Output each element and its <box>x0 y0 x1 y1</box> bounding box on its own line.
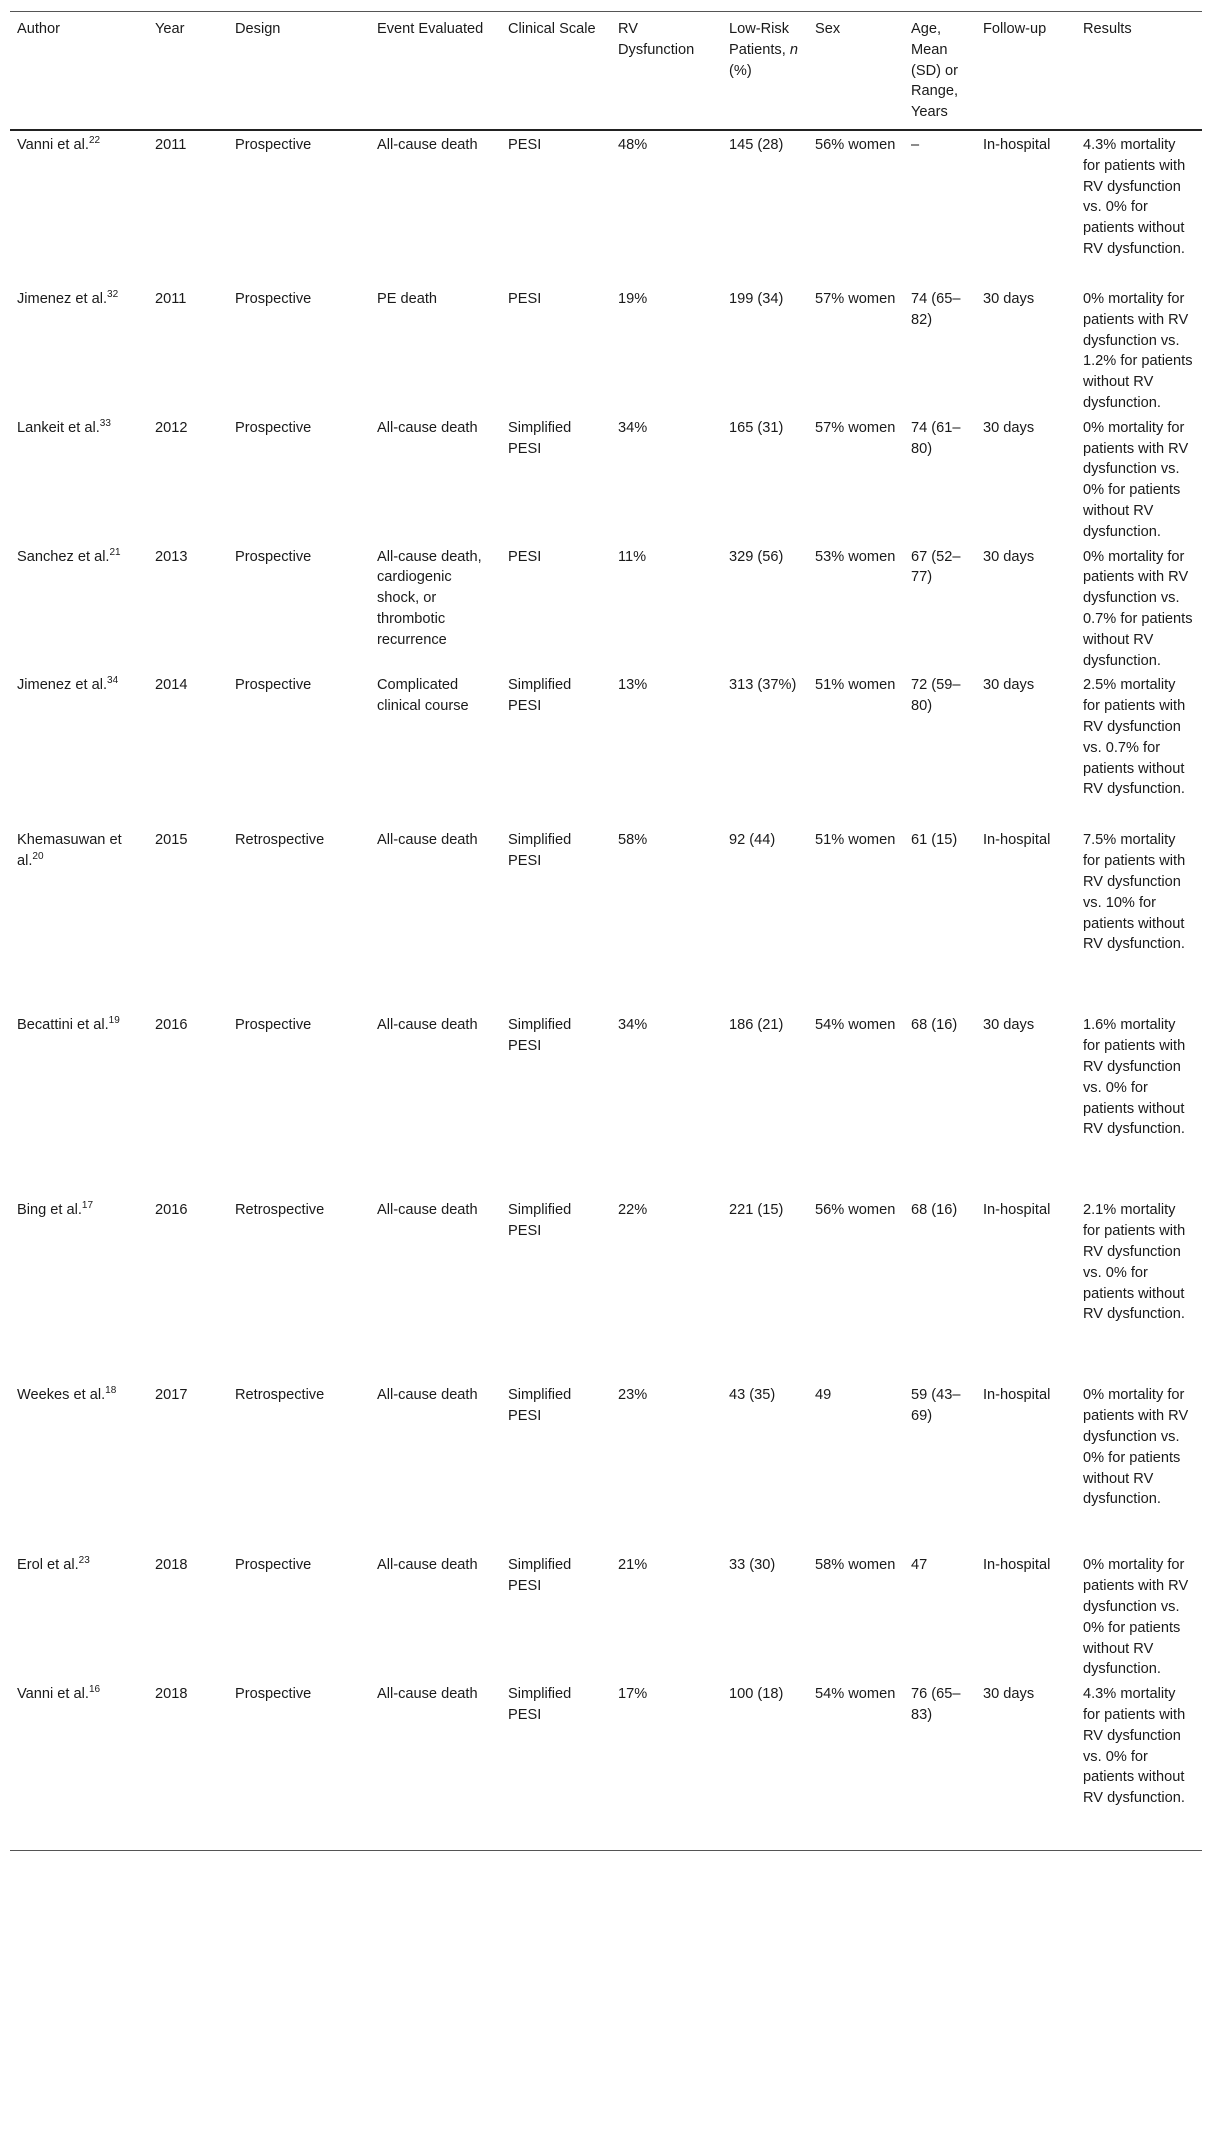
header-low-risk-patients <box>722 12 808 130</box>
cell-clinical-scale: Simplified PESI <box>508 677 572 715</box>
cell-sex: 58% women <box>815 1557 896 1574</box>
cell-author <box>10 285 148 414</box>
cell-follow-up: In-hospital <box>983 1387 1051 1404</box>
cell-results: 4.3% mortality for patients with RV dysfunction vs. 0% for patients without RV dysfunction. <box>1076 1680 1202 1850</box>
cell-design: Prospective <box>235 1017 312 1034</box>
cell-results: 0% mortality for patients with RV dysfunction vs. 1.2% for patients without RV dysfunction. <box>1083 290 1193 411</box>
table-row <box>10 414 1202 543</box>
cell-author <box>10 671 148 826</box>
cell-follow-up: 30 days <box>983 419 1035 436</box>
cell-low-risk-patients: 199 (34) <box>729 290 784 307</box>
author-name: Sanchez et al. <box>17 548 110 565</box>
cell-age: 59 (43–69) <box>911 1387 961 1425</box>
author-name: Lankeit et al. <box>17 419 100 436</box>
cell-sex: 57% women <box>815 290 896 307</box>
table-row <box>10 671 1202 826</box>
author-name: Jimenez et al. <box>17 677 108 694</box>
header-author: Author <box>10 12 148 130</box>
table-row <box>10 130 1202 285</box>
cell-author <box>10 826 148 1011</box>
author-name: Khemasuwan et al. <box>17 832 122 870</box>
cell-follow-up: 30 days <box>983 1017 1035 1034</box>
table-row <box>10 826 1202 1011</box>
cell-design: Prospective <box>235 548 312 565</box>
header-design: Design <box>228 12 370 130</box>
cell-design: Prospective <box>235 136 312 153</box>
reference-number: 16 <box>88 1684 101 1696</box>
header-results: Results <box>1076 12 1202 130</box>
cell-design: Prospective <box>235 290 312 307</box>
cell-age: 67 (52–77) <box>911 548 961 586</box>
cell-design: Prospective <box>235 1557 312 1574</box>
cell-author <box>10 130 148 285</box>
cell-sex: 54% women <box>815 1017 896 1034</box>
cell-sex: 49 <box>815 1387 832 1404</box>
cell-results: 0% mortality for patients with RV dysfunction vs. 0.7% for patients without RV dysfunction. <box>1083 548 1193 669</box>
reference-number: 17 <box>81 1200 94 1212</box>
table-row <box>10 1196 1202 1381</box>
cell-sex: 51% women <box>815 677 896 694</box>
header-rv-dysfunction: RV Dysfunction <box>611 12 722 130</box>
cell-event-evaluated: All-cause death <box>377 419 478 436</box>
reference-number: 20 <box>32 851 44 863</box>
author-name: Vanni et al. <box>17 1686 89 1703</box>
cell-author <box>10 1551 148 1680</box>
cell-results: 4.3% mortality for patients with RV dysfunction vs. 0% for patients without RV dysfunction. <box>1083 136 1186 257</box>
cell-sex: 56% women <box>815 136 896 153</box>
cell-follow-up: 30 days <box>983 548 1035 565</box>
cell-age: 74 (61–80) <box>911 419 961 457</box>
cell-clinical-scale: PESI <box>508 136 542 153</box>
cell-rv-dysfunction: 11% <box>618 548 647 565</box>
cell-rv-dysfunction: 21% <box>618 1557 648 1574</box>
cell-event-evaluated: All-cause death <box>377 136 478 153</box>
reference-number: 22 <box>88 135 101 147</box>
author-name: Erol et al. <box>17 1557 79 1574</box>
cell-low-risk-patients: 43 (35) <box>729 1387 776 1404</box>
cell-sex: 57% women <box>815 419 896 436</box>
cell-event-evaluated: All-cause death <box>377 1017 478 1034</box>
cell-clinical-scale: Simplified PESI <box>501 1680 611 1850</box>
cell-year: 2013 <box>155 548 188 565</box>
cell-event-evaluated: All-cause death <box>377 832 478 849</box>
cell-age: 61 (15) <box>911 832 958 849</box>
cell-age: 74 (65–82) <box>911 290 961 328</box>
cell-event-evaluated: All-cause death <box>377 1557 478 1574</box>
cell-sex: 54% women <box>808 1680 904 1850</box>
cell-results: 0% mortality for patients with RV dysfunction vs. 0% for patients without RV dysfunction. <box>1083 419 1189 540</box>
header-low-risk-label: Low-Risk Patients, <box>729 21 790 58</box>
cell-design: Prospective <box>235 677 312 694</box>
cell-rv-dysfunction: 13% <box>618 677 648 694</box>
cell-low-risk-patients: 186 (21) <box>729 1017 784 1034</box>
studies-table <box>10 11 1202 1851</box>
cell-event-evaluated: All-cause death, cardiogenic shock, or thrombotic recurrence <box>377 548 482 648</box>
cell-rv-dysfunction: 23% <box>618 1387 648 1404</box>
author-name: Vanni et al. <box>17 136 89 153</box>
cell-follow-up: 30 days <box>983 290 1035 307</box>
cell-follow-up: In-hospital <box>983 1202 1051 1219</box>
cell-low-risk-patients: 145 (28) <box>729 136 784 153</box>
cell-follow-up: In-hospital <box>983 136 1051 153</box>
cell-author <box>10 1680 148 1850</box>
cell-follow-up: In-hospital <box>983 1557 1051 1574</box>
cell-results: 7.5% mortality for patients with RV dysfunction vs. 10% for patients without RV dysfunction. <box>1083 832 1186 953</box>
cell-clinical-scale: Simplified PESI <box>508 1202 572 1240</box>
cell-age: 68 (16) <box>911 1017 958 1034</box>
cell-low-risk-patients: 329 (56) <box>729 548 784 565</box>
cell-rv-dysfunction: 22% <box>618 1202 648 1219</box>
cell-low-risk-patients: 313 (37%) <box>729 677 797 694</box>
reference-number: 32 <box>107 289 119 301</box>
cell-rv-dysfunction: 17% <box>611 1680 722 1850</box>
studies-table-container <box>10 11 1202 1851</box>
cell-design: Retrospective <box>235 1202 325 1219</box>
cell-year: 2014 <box>155 677 188 694</box>
cell-author <box>10 1196 148 1381</box>
cell-results: 2.5% mortality for patients with RV dysfunction vs. 0.7% for patients without RV dysfunction. <box>1083 677 1186 798</box>
cell-results: 0% mortality for patients with RV dysfunction vs. 0% for patients without RV dysfunction. <box>1083 1387 1189 1508</box>
cell-year: 2011 <box>155 136 187 153</box>
header-sex: Sex <box>808 12 904 130</box>
cell-event-evaluated: All-cause death <box>370 1680 501 1850</box>
cell-rv-dysfunction: 48% <box>618 136 648 153</box>
cell-rv-dysfunction: 19% <box>618 290 648 307</box>
reference-number: 18 <box>105 1385 117 1397</box>
cell-design: Retrospective <box>235 1387 325 1404</box>
cell-sex: 56% women <box>815 1202 896 1219</box>
cell-age: 68 (16) <box>911 1202 958 1219</box>
reference-number: 19 <box>108 1015 120 1027</box>
cell-year: 2015 <box>155 832 188 849</box>
cell-clinical-scale: Simplified PESI <box>508 832 572 870</box>
cell-year: 2017 <box>155 1387 188 1404</box>
cell-year: 2018 <box>155 1557 188 1574</box>
table-row <box>10 543 1202 672</box>
cell-rv-dysfunction: 34% <box>618 1017 648 1034</box>
cell-author <box>10 543 148 672</box>
cell-sex: 53% women <box>815 548 896 565</box>
cell-clinical-scale: Simplified PESI <box>508 419 572 457</box>
cell-year: 2016 <box>155 1017 188 1034</box>
header-clinical-scale: Clinical Scale <box>501 12 611 130</box>
table-row <box>10 285 1202 414</box>
cell-event-evaluated: All-cause death <box>377 1202 478 1219</box>
cell-author <box>10 1381 148 1551</box>
cell-low-risk-patients: 92 (44) <box>729 832 776 849</box>
cell-follow-up: In-hospital <box>983 832 1051 849</box>
header-low-risk-n: n <box>789 41 798 58</box>
cell-design: Prospective <box>235 419 312 436</box>
author-name: Bing et al. <box>17 1202 82 1219</box>
reference-number: 21 <box>109 546 121 558</box>
cell-follow-up: 30 days <box>983 677 1035 694</box>
cell-event-evaluated: All-cause death <box>377 1387 478 1404</box>
cell-age: 72 (59–80) <box>911 677 961 715</box>
reference-number: 33 <box>99 417 111 429</box>
cell-results: 0% mortality for patients with RV dysfunction vs. 0% for patients without RV dysfunction. <box>1083 1557 1189 1678</box>
cell-author <box>10 1011 148 1196</box>
cell-year: 2018 <box>148 1680 228 1850</box>
cell-rv-dysfunction: 34% <box>618 419 648 436</box>
reference-number: 34 <box>107 675 119 687</box>
cell-rv-dysfunction: 58% <box>618 832 648 849</box>
header-row <box>10 12 1202 130</box>
cell-year: 2016 <box>155 1202 188 1219</box>
cell-age: 47 <box>911 1557 928 1574</box>
cell-results: 1.6% mortality for patients with RV dysfunction vs. 0% for patients without RV dysfunction. <box>1083 1017 1186 1138</box>
cell-age: – <box>911 136 920 153</box>
cell-clinical-scale: PESI <box>508 290 542 307</box>
cell-clinical-scale: Simplified PESI <box>508 1387 572 1425</box>
cell-low-risk-patients: 221 (15) <box>729 1202 784 1219</box>
author-name: Becattini et al. <box>17 1017 109 1034</box>
cell-clinical-scale: Simplified PESI <box>508 1017 572 1055</box>
cell-event-evaluated: PE death <box>377 290 438 307</box>
table-header <box>10 12 1202 130</box>
cell-low-risk-patients: 33 (30) <box>729 1557 776 1574</box>
cell-results: 2.1% mortality for patients with RV dysfunction vs. 0% for patients without RV dysfunction. <box>1083 1202 1186 1323</box>
author-name: Weekes et al. <box>17 1387 106 1404</box>
table-row <box>10 1680 1202 1850</box>
cell-clinical-scale: Simplified PESI <box>508 1557 572 1595</box>
cell-sex: 51% women <box>815 832 896 849</box>
cell-author <box>10 414 148 543</box>
cell-design: Retrospective <box>235 832 325 849</box>
cell-low-risk-patients: 165 (31) <box>729 419 784 436</box>
cell-follow-up: 30 days <box>976 1680 1076 1850</box>
table-body <box>10 130 1202 1850</box>
cell-year: 2011 <box>155 290 187 307</box>
table-row <box>10 1381 1202 1551</box>
cell-event-evaluated: Complicated clinical course <box>377 677 469 715</box>
table-row <box>10 1551 1202 1680</box>
author-name: Jimenez et al. <box>17 290 108 307</box>
header-year: Year <box>148 12 228 130</box>
cell-age: 76 (65–83) <box>904 1680 976 1850</box>
cell-clinical-scale: PESI <box>508 548 542 565</box>
header-event-evaluated: Event Evaluated <box>370 12 501 130</box>
reference-number: 23 <box>78 1555 90 1567</box>
header-age: Age, Mean (SD) or Range, Years <box>904 12 976 130</box>
cell-design: Prospective <box>228 1680 370 1850</box>
table-row <box>10 1011 1202 1196</box>
cell-year: 2012 <box>155 419 188 436</box>
header-low-risk-unit: (%) <box>729 62 752 79</box>
cell-low-risk-patients: 100 (18) <box>722 1680 808 1850</box>
header-follow-up: Follow-up <box>976 12 1076 130</box>
